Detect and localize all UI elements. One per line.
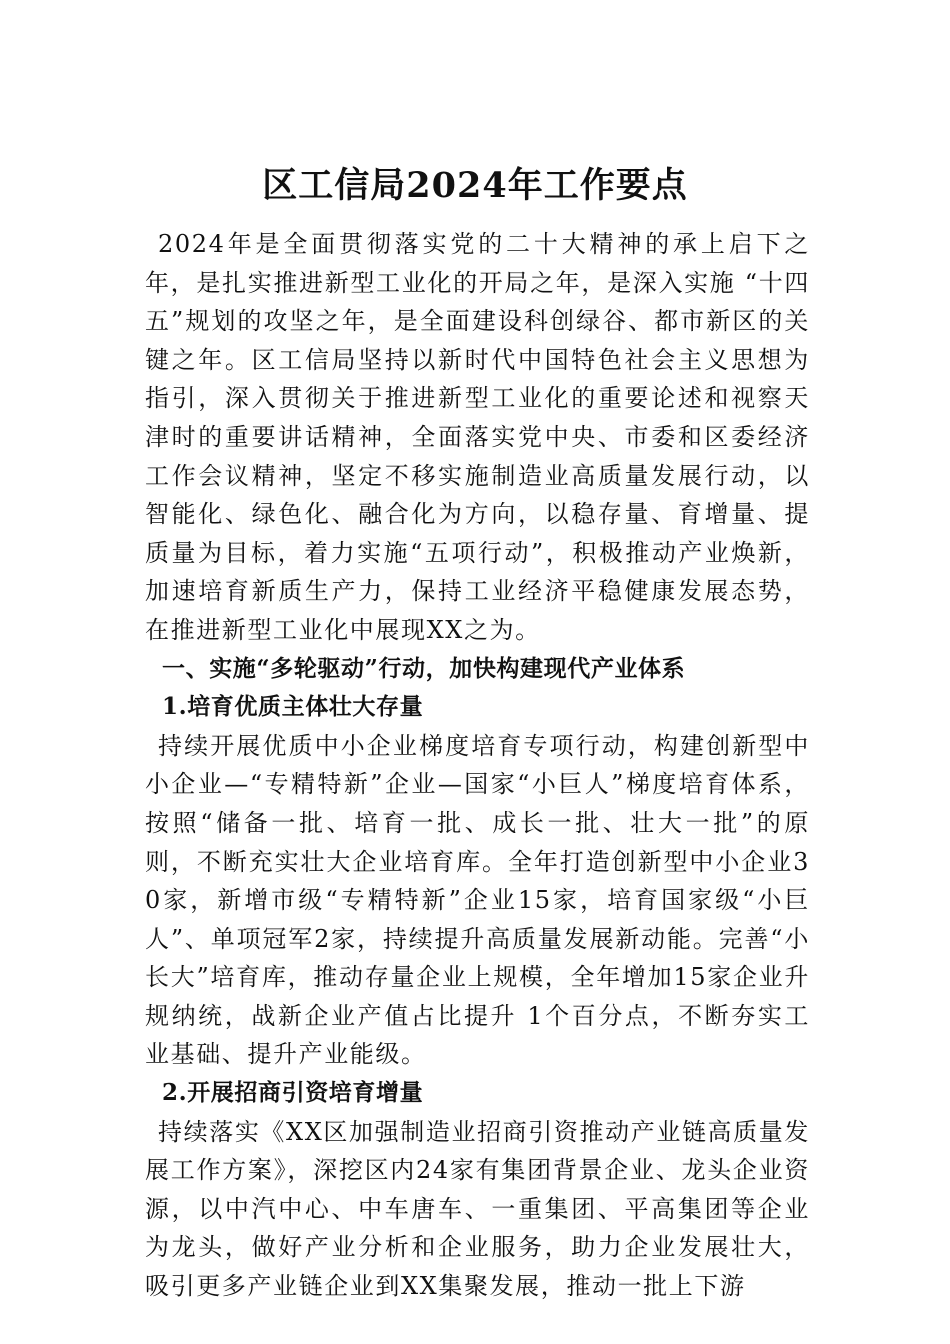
intro-paragraph: 2024年是全面贯彻落实党的二十大精神的承上启下之年，是扎实推进新型工业化的开局之年，是深入实施 “十四五”规划的攻坚之年，是全面建设科创绿谷、都市新区的关键之年。区工信局坚持以新时代中国特色社会主义思想为指引，深入贯彻关于推进新型工业化的重要论述和视察天津时的重要讲话精神，全面落实党中央、市委和区委经济工作会议精神，坚定不移实施制造业高质量发展行动，以智能化、绿色化、融合化为方向，以稳存量、育增量、提质量为目标，着力实施“五项行动”，积极推动产业焕新，加速培育新质生产力，保持工业经济平稳健康发展态势，在推进新型工业化中展现XX之为。 — [145, 230, 810, 644]
item-1-heading: 1.培育优质主体壮大存量 — [162, 693, 424, 721]
document-body — [145, 225, 810, 1306]
item-2-paragraph: 持续落实《XX区加强制造业招商引资推动产业链高质量发展工作方案》，深挖区内24家有集团背景企业、龙头企业资源，以中汽中心、中车唐车、一重集团、平高集团等企业为龙头，做好产业分析和企业服务，助力企业发展壮大，吸引更多产业链企业到XX集聚发展，推动一批上下游 — [145, 1117, 810, 1301]
document-title: 区工信局2024年工作要点 — [262, 165, 688, 206]
item-1-paragraph: 持续开展优质中小企业梯度培育专项行动，构建创新型中小企业—“专精特新”企业—国家“小巨人”梯度培育体系，按照“储备一批、培育一批、成长一批、壮大一批”的原则，不断充实壮大企业培育库。全年打造创新型中小企业30家，新增市级“专精特新”企业15家，培育国家级“小巨人”、单项冠军2家，持续提升高质量发展新动能。完善“小长大”培育库，推动存量企业上规模，全年增加15家企业升规纳统，战新企业产值占比提升 1个百分点，不断夯实工业基础、提升产业能级。 — [145, 731, 810, 1069]
item-2-heading: 2.开展招商引资培育增量 — [162, 1079, 424, 1107]
section-1-heading: 一、实施“多轮驱动”行动，加快构建现代产业体系 — [162, 654, 686, 682]
